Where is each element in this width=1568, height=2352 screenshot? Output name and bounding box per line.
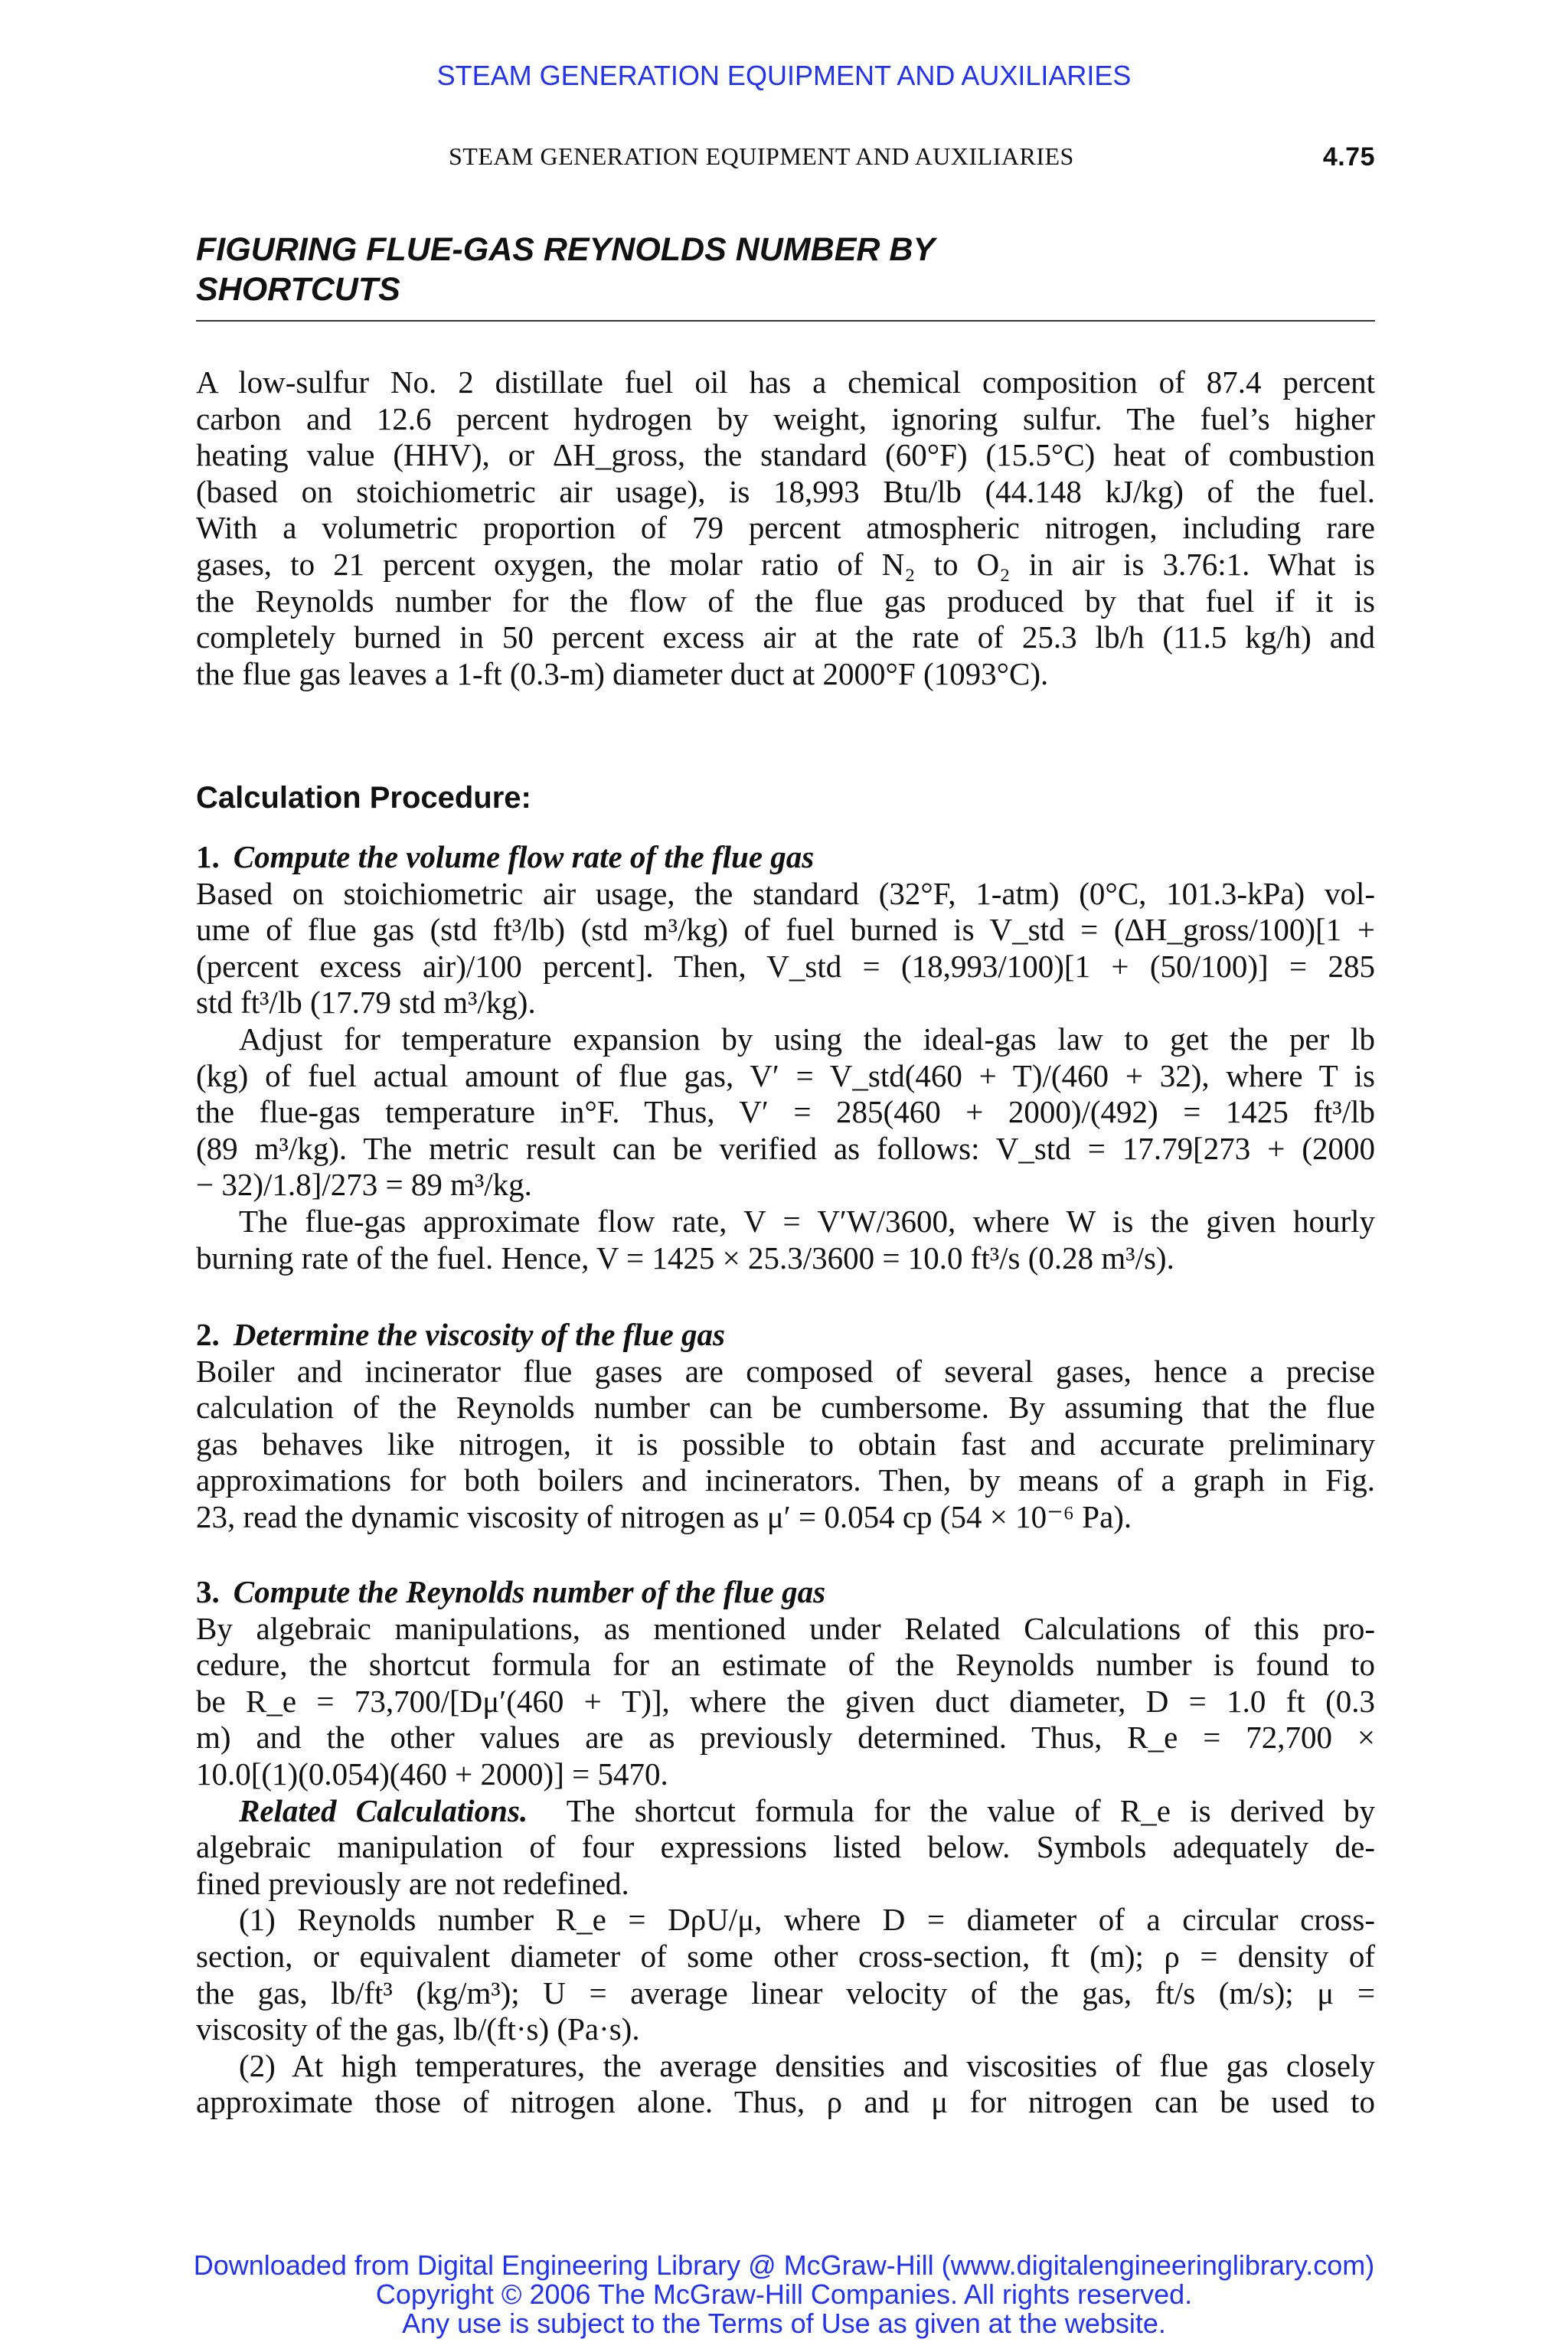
text-line: cedure, the shortcut formula for an estimate of the Reynolds number is found to <box>196 1647 1375 1683</box>
text-line: ume of flue gas (std ft³/lb) (std m³/kg) of fuel burned is V_std = (ΔH_gross/100)[1 + <box>196 912 1375 948</box>
text-line: std ft³/lb (17.79 std m³/kg). <box>196 985 536 1021</box>
text-line: fined previously are not redefined. <box>196 1865 629 1901</box>
footer-line: Copyright © 2006 The McGraw-Hill Companies. All rights reserved. <box>375 2278 1193 2310</box>
text-line: 23, read the dynamic viscosity of nitrogen as μ′ = 0.054 cp (54 × 10⁻⁶ Pa). <box>196 1498 1132 1534</box>
text-line: the Reynolds number for the flow of the flue gas produced by that fuel if it is <box>196 583 1375 619</box>
page-number: 4.75 <box>1322 142 1375 172</box>
text-line: gases, to 21 percent oxygen, the molar ratio of N₂ to O₂ in air is 3.76:1. What is <box>196 546 1375 582</box>
text-line: the flue-gas temperature in°F. Thus, V′ = 285(460 + 2000)/(492) = 1425 ft³/lb <box>196 1094 1375 1130</box>
text-line: (based on stoichiometric air usage), is 18,993 Btu/lb (44.148 kJ/kg) of the fuel. <box>196 473 1375 509</box>
step-number: 2. <box>196 1317 220 1352</box>
calculation-heading: Calculation Procedure: <box>196 781 531 815</box>
text-line: (percent excess air)/100 percent]. Then, V_std = (18,993/100)[1 + (50/100)] = 285 <box>196 948 1375 984</box>
footer-line: Any use is subject to the Terms of Use as given at the website. <box>402 2308 1166 2339</box>
step-title: Compute the volume flow rate of the flue gas <box>233 839 815 874</box>
related-label: Related Calculations. <box>239 1792 528 1828</box>
text-line: approximate those of nitrogen alone. Thus, ρ and μ for nitrogen can be used to <box>196 2084 1375 2120</box>
text-line: heating value (HHV), or ΔH_gross, the standard (60°F) (15.5°C) heat of combustion <box>196 437 1375 473</box>
text-line: m) and the other values are as previously determined. Thus, R_e = 72,700 × <box>196 1720 1375 1756</box>
step-number: 1. <box>196 839 220 874</box>
text-line: By algebraic manipulations, as mentioned under Related Calculations of this pro- <box>196 1610 1375 1646</box>
footer-line[interactable]: Downloaded from Digital Engineering Library @ McGraw-Hill (www.digitalengineeringlibrary.com) <box>193 2249 1375 2281</box>
footer-notice[interactable] <box>0 2251 1568 2338</box>
text-line: the gas, lb/ft³ (kg/m³); U = average linear velocity of the gas, ft/s (m/s); μ = <box>196 1975 1375 2011</box>
text-line: carbon and 12.6 percent hydrogen by weight, ignoring sulfur. The fuel’s higher <box>196 400 1375 436</box>
text-line: With a volumetric proportion of 79 percent atmospheric nitrogen, including rare <box>196 510 1375 546</box>
text-line: (1) Reynolds number R_e = DρU/μ, where D = diameter of a circular cross- <box>239 1902 1375 1938</box>
text-line: algebraic manipulation of four expressions listed below. Symbols adequately de- <box>196 1829 1375 1865</box>
running-head-title: STEAM GENERATION EQUIPMENT AND AUXILIARIES <box>449 142 1074 170</box>
text-line: Boiler and incinerator flue gases are composed of several gases, hence a precise <box>196 1353 1375 1389</box>
section-title-line: SHORTCUTS <box>196 271 400 308</box>
text-line: Based on stoichiometric air usage, the standard (32°F, 1-atm) (0°C, 101.3-kPa) vol- <box>196 875 1375 911</box>
text-line: burning rate of the fuel. Hence, V = 1425 × 25.3/3600 = 10.0 ft³/s (0.28 m³/s). <box>196 1240 1174 1276</box>
text-line: be R_e = 73,700/[Dμ′(460 + T)], where the given duct diameter, D = 1.0 ft (0.3 <box>196 1683 1375 1719</box>
text-line: Adjust for temperature expansion by using the ideal-gas law to get the per lb <box>239 1021 1375 1057</box>
text-line: (89 m³/kg). The metric result can be verified as follows: V_std = 17.79[273 + (2000 <box>196 1130 1375 1166</box>
text-line: A low-sulfur No. 2 distillate fuel oil has a chemical composition of 87.4 percent <box>196 364 1375 400</box>
step-3 <box>196 1574 1375 2121</box>
title-rule <box>196 320 1375 322</box>
step-number: 3. <box>196 1574 220 1609</box>
step-1 <box>196 839 1375 1276</box>
step-heading <box>196 1317 1375 1354</box>
text-line: gas behaves like nitrogen, it is possible to obtain fast and accurate preliminary <box>196 1426 1375 1462</box>
top-banner-link[interactable]: STEAM GENERATION EQUIPMENT AND AUXILIARIES <box>436 60 1132 91</box>
text-fragment: The shortcut formula for the value of R_e is derived by <box>566 1792 1375 1828</box>
intro-paragraph <box>196 364 1375 692</box>
text-line: the flue gas leaves a 1-ft (0.3-m) diameter duct at 2000°F (1093°C). <box>196 655 1049 691</box>
text-line: (2) At high temperatures, the average densities and viscosities of flue gas closely <box>239 2047 1375 2083</box>
section-title-line: FIGURING FLUE-GAS REYNOLDS NUMBER BY <box>196 231 936 268</box>
section-title <box>196 230 1375 309</box>
text-line: section, or equivalent diameter of some other cross-section, ft (m); ρ = density of <box>196 1938 1375 1974</box>
text-line: viscosity of the gas, lb/(ft·s) (Pa·s). <box>196 2011 640 2047</box>
text-line: calculation of the Reynolds number can be cumbersome. By assuming that the flue <box>196 1390 1375 1426</box>
text-line: (kg) of fuel actual amount of flue gas, V′ = V_std(460 + T)/(460 + 32), where T is <box>196 1057 1375 1093</box>
related-line <box>196 1793 1375 1830</box>
step-title: Determine the viscosity of the flue gas <box>233 1317 725 1352</box>
text-line: The flue-gas approximate flow rate, V = V′W/3600, where W is the given hourly <box>239 1203 1375 1239</box>
step-title: Compute the Reynolds number of the flue gas <box>233 1574 826 1609</box>
text-line: completely burned in 50 percent excess air at the rate of 25.3 lb/h (11.5 kg/h) and <box>196 619 1375 655</box>
text-line: 10.0[(1)(0.054)(460 + 2000)] = 5470. <box>196 1756 668 1792</box>
text-line: approximations for both boilers and incinerators. Then, by means of a graph in Fig. <box>196 1462 1375 1498</box>
step-heading <box>196 839 1375 876</box>
text-line: − 32)/1.8]/273 = 89 m³/kg. <box>196 1167 532 1203</box>
step-heading <box>196 1574 1375 1611</box>
step-2 <box>196 1317 1375 1536</box>
